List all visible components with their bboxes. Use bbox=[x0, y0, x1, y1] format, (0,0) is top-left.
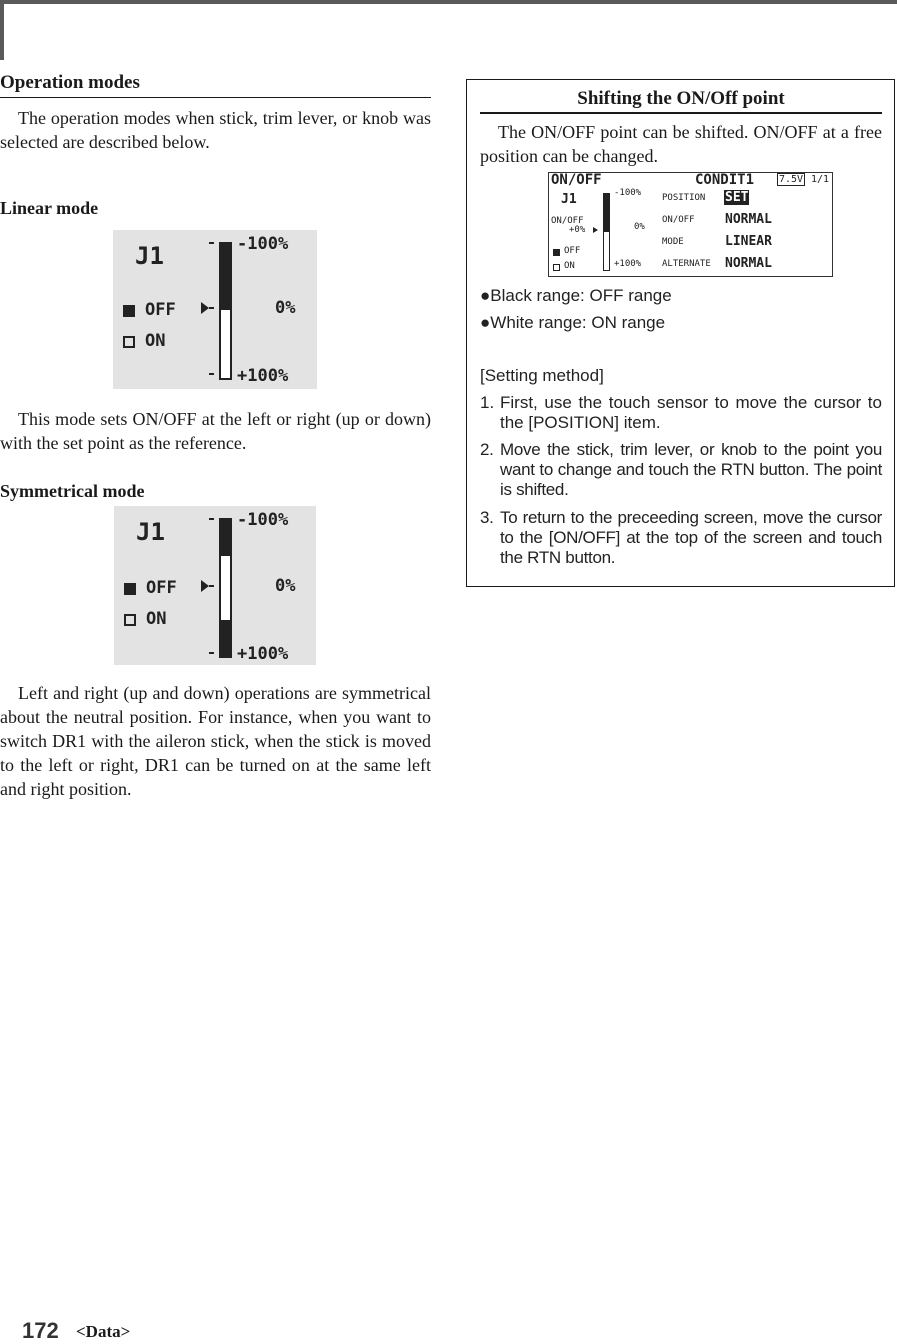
lcd-off-label: OFF bbox=[146, 578, 177, 598]
left-column bbox=[0, 72, 431, 801]
lcd-channel-label: J1 bbox=[136, 518, 165, 546]
setting-step-3 bbox=[480, 508, 882, 568]
scale-tick bbox=[209, 652, 214, 654]
lcd-scale-top: -100% bbox=[237, 510, 289, 530]
page-indicator: 1/1 bbox=[811, 174, 830, 185]
linear-mode-text: This mode sets ON/OFF at the left or right (up or down) with the set point as the reference. bbox=[0, 409, 431, 453]
lcd-on-label: ON bbox=[146, 609, 167, 629]
alternate-value-button[interactable]: NORMAL bbox=[725, 256, 772, 271]
screen-channel: J1 bbox=[561, 192, 577, 207]
position-set-button[interactable]: SET bbox=[725, 190, 749, 205]
shifting-onoff-heading: Shifting the ON/Off point bbox=[480, 88, 882, 114]
lcd-scale-bottom: +100% bbox=[237, 366, 289, 386]
screen-title: ON/OFF bbox=[551, 172, 602, 188]
on-legend-square-icon bbox=[124, 614, 136, 626]
operation-modes-heading: Operation modes bbox=[0, 72, 431, 98]
scale-tick bbox=[209, 242, 214, 244]
setting-step-2 bbox=[480, 440, 882, 500]
screen-scale-top: -100% bbox=[614, 188, 642, 198]
scale-tick bbox=[209, 307, 214, 309]
screen-scale-bottom: +100% bbox=[614, 259, 642, 269]
position-arrow-icon bbox=[201, 580, 209, 592]
step-number: 3. bbox=[480, 508, 494, 527]
linear-mode-heading: Linear mode bbox=[0, 198, 99, 218]
bullet-black-range: ●Black range: OFF range bbox=[480, 286, 672, 305]
screen-onoff-value: +0% bbox=[569, 225, 586, 235]
operation-modes-text: The operation modes when stick, trim lever, or knob was selected are described below. bbox=[0, 108, 431, 152]
header-side-bar bbox=[0, 0, 4, 60]
off-legend-square-icon bbox=[123, 305, 135, 317]
lcd-scale-bottom: +100% bbox=[237, 644, 289, 664]
lcd-on-label: ON bbox=[145, 331, 166, 351]
step-text: First, use the touch sensor to move the cursor to the [POSITION] item. bbox=[500, 393, 882, 432]
scale-tick bbox=[209, 585, 214, 587]
scale-tick bbox=[209, 518, 214, 520]
screen-on-label: ON bbox=[564, 261, 575, 271]
screen-on-square-icon bbox=[553, 264, 560, 271]
symmetrical-mode-text: Left and right (up and down) operations are symmetrical about the neutral position. For instance, when you want to switch DR1 with the aileron stick, when the stick is moved to the left or right, DR1 can be turned on at the same left and right position. bbox=[0, 683, 431, 799]
range-bar bbox=[219, 518, 232, 658]
lcd-channel-label: J1 bbox=[135, 242, 164, 270]
voltage-indicator: 7.5V bbox=[779, 174, 804, 185]
lcd-off-label: OFF bbox=[145, 300, 176, 320]
lcd-scale-mid: 0% bbox=[275, 576, 296, 596]
shifting-onoff-text: The ON/OFF point can be shifted. ON/OFF at a free position can be changed. bbox=[480, 122, 882, 166]
screen-position-arrow-icon bbox=[593, 227, 598, 233]
step-number: 1. bbox=[480, 393, 495, 412]
on-legend-square-icon bbox=[123, 336, 135, 348]
page-number: 172 bbox=[22, 1318, 59, 1343]
setting-method-title: [Setting method] bbox=[480, 366, 604, 385]
step-number: 2. bbox=[480, 440, 494, 459]
off-range-fill-top bbox=[221, 520, 230, 556]
row-alternate-label: ALTERNATE bbox=[662, 259, 711, 269]
off-legend-square-icon bbox=[124, 583, 136, 595]
screen-range-bar bbox=[603, 193, 610, 271]
screen-condition: CONDIT1 bbox=[695, 172, 755, 188]
symmetrical-mode-lcd-image bbox=[114, 506, 316, 665]
section-label: <Data> bbox=[76, 1322, 131, 1341]
setting-step-1 bbox=[480, 393, 882, 433]
row-position-label: POSITION bbox=[662, 193, 706, 203]
onoff-setup-screen bbox=[548, 172, 833, 277]
lcd-scale-top: -100% bbox=[237, 234, 289, 254]
scale-tick bbox=[209, 373, 214, 375]
onoff-value-button[interactable]: NORMAL bbox=[725, 212, 772, 227]
screen-scale-mid: 0% bbox=[634, 222, 645, 232]
screen-onoff-label: ON/OFF bbox=[551, 216, 584, 226]
step-text: To return to the preceeding screen, move the cursor to the [ON/OFF] at the top of the screen and touch the RTN button. bbox=[500, 508, 882, 567]
bullet-white-range: ●White range: ON range bbox=[480, 313, 666, 332]
mode-value-button[interactable]: LINEAR bbox=[725, 234, 772, 249]
lcd-scale-mid: 0% bbox=[275, 298, 296, 318]
screen-off-label: OFF bbox=[564, 246, 581, 256]
row-mode-label: MODE bbox=[662, 237, 684, 247]
off-range-fill bbox=[221, 244, 230, 310]
range-bar bbox=[219, 242, 232, 380]
row-onoff-label: ON/OFF bbox=[662, 215, 695, 225]
position-arrow-icon bbox=[201, 302, 209, 314]
off-range-fill-bottom bbox=[221, 620, 230, 656]
header-bar bbox=[0, 0, 897, 4]
linear-mode-lcd-image bbox=[113, 230, 317, 389]
symmetrical-mode-heading: Symmetrical mode bbox=[0, 481, 145, 501]
screen-off-square-icon bbox=[553, 249, 560, 256]
screen-off-range-fill bbox=[604, 194, 609, 232]
shifting-onoff-box bbox=[466, 79, 895, 587]
step-text: Move the stick, trim lever, or knob to the point you want to change and touch the RTN button. The point is shifted. bbox=[500, 440, 882, 499]
